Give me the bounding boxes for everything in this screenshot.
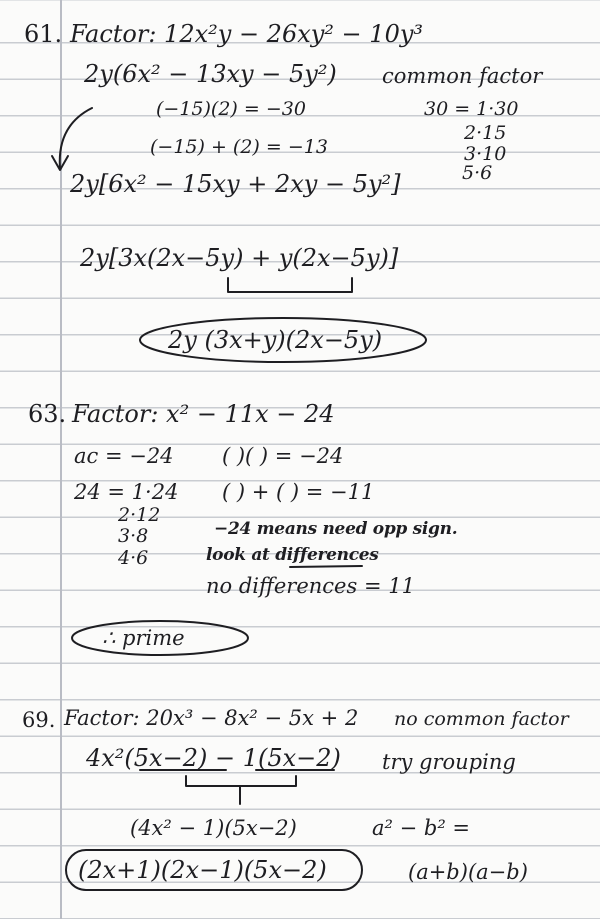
problem-63-note-opp-sign: −24 means need opp sign.: [214, 519, 458, 539]
problem-63-header: Factor: x² − 11x − 24: [72, 400, 335, 428]
group-bracket-61: [228, 278, 352, 292]
problem-69-note-difference-of-squares: a² − b² =: [372, 816, 471, 840]
problem-69-header: Factor: 20x³ − 8x² − 5x + 2: [64, 706, 359, 730]
problem-61-factor-pair-3: 3·10: [464, 143, 507, 165]
problem-number-63: 63.: [28, 400, 67, 428]
group-bracket-69-top: [186, 776, 296, 786]
answer-circle-61: [140, 318, 426, 362]
problem-69-note-try-grouping: try grouping: [382, 750, 516, 774]
problem-63-note-no-differences: no differences = 11: [206, 574, 415, 598]
problem-69-note-no-common-factor: no common factor: [394, 708, 569, 730]
differences-underline: [290, 566, 362, 567]
problem-63-factor-pair-3: 3·8: [118, 525, 149, 547]
problem-61-answer: 2y (3x+y)(2x−5y): [168, 326, 383, 354]
problem-61-sum: (−15) + (2) = −13: [150, 136, 328, 158]
problem-61-factor-pair-1: 30 = 1·30: [424, 98, 519, 120]
problem-63-sum-blanks: ( ) + ( ) = −11: [222, 480, 375, 504]
problem-69-step-factored: (4x² − 1)(5x−2): [130, 816, 297, 840]
answer-circle-69: [66, 850, 362, 890]
problem-63-product-blanks: ( )( ) = −24: [222, 444, 344, 468]
problem-69-note-difference-formula: (a+b)(a−b): [408, 860, 528, 884]
problem-63-factor-pair-2: 2·12: [118, 504, 161, 526]
problem-number-69: 69.: [22, 708, 56, 732]
problem-61-step-split: 2y[6x² − 15xy + 2xy − 5y²]: [70, 170, 401, 198]
problem-61-factor-pair-4: 5·6: [462, 162, 493, 184]
problem-63-note-differences: look at differences: [206, 545, 379, 565]
problem-69-step-grouping: 4x²(5x−2) − 1(5x−2): [86, 744, 341, 772]
problem-63-ac: ac = −24: [74, 444, 174, 468]
problem-63-factor-pair-4: 4·6: [118, 547, 149, 569]
problem-number-61: 61.: [24, 20, 63, 48]
problem-61-note-common-factor: common factor: [382, 64, 543, 88]
problem-61-step-common: 2y(6x² − 13xy − 5y²): [84, 60, 337, 88]
problem-61-factor-pair-2: 2·15: [464, 122, 507, 144]
arrow-stroke: [60, 108, 92, 168]
problem-61-step-grouping: 2y[3x(2x−5y) + y(2x−5y)]: [80, 244, 399, 272]
problem-69-answer: (2x+1)(2x−1)(5x−2): [78, 856, 327, 884]
problem-61-product: (−15)(2) = −30: [156, 98, 306, 120]
problem-63-factor-pair-1: 24 = 1·24: [74, 480, 179, 504]
problem-61-header: Factor: 12x²y − 26xy² − 10y³: [70, 20, 424, 48]
problem-63-answer: ∴ prime: [102, 626, 185, 650]
answer-circle-63: [72, 621, 248, 655]
